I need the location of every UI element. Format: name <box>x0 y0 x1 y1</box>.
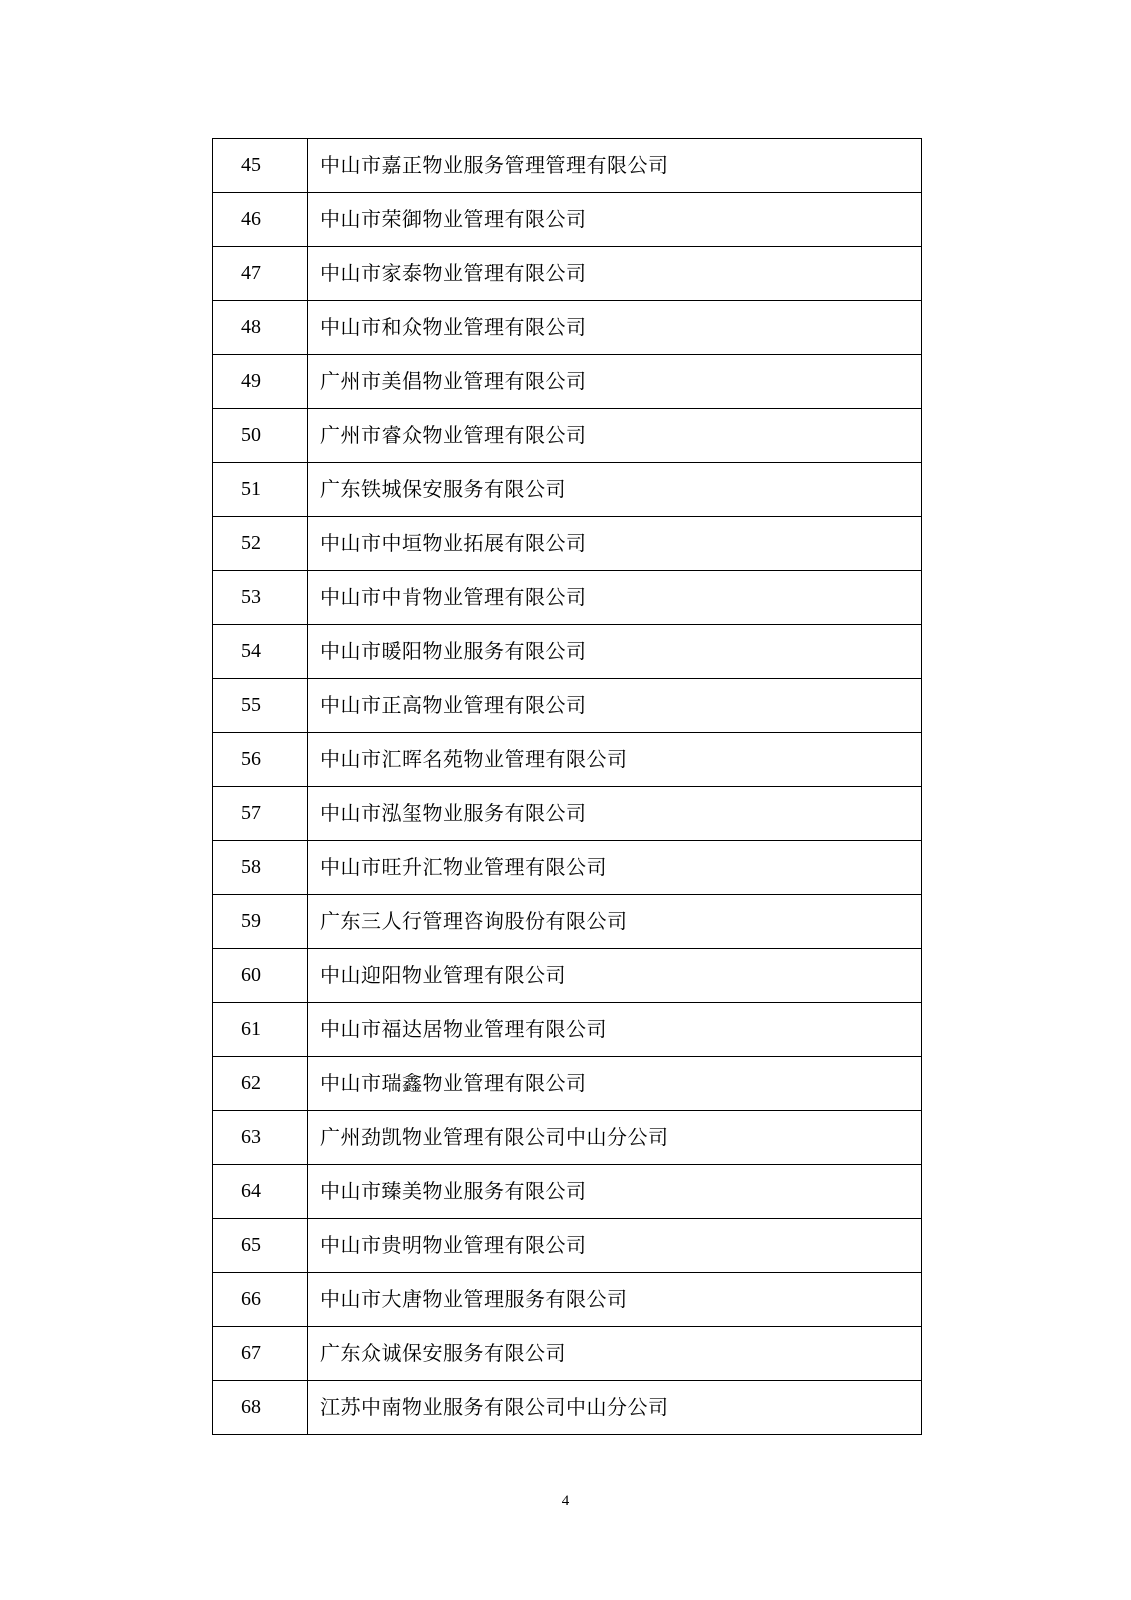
row-number: 63 <box>213 1111 308 1165</box>
table-row <box>213 1165 922 1219</box>
table-row <box>213 1057 922 1111</box>
company-name: 中山市瑞鑫物业管理有限公司 <box>308 1057 922 1111</box>
company-name: 中山市大唐物业管理服务有限公司 <box>308 1273 922 1327</box>
row-number: 53 <box>213 571 308 625</box>
row-number: 48 <box>213 301 308 355</box>
company-name: 中山市家泰物业管理有限公司 <box>308 247 922 301</box>
company-name: 江苏中南物业服务有限公司中山分公司 <box>308 1381 922 1435</box>
row-number: 66 <box>213 1273 308 1327</box>
table-row <box>213 571 922 625</box>
company-name: 广东众诚保安服务有限公司 <box>308 1327 922 1381</box>
row-number: 54 <box>213 625 308 679</box>
table-row <box>213 733 922 787</box>
table-row <box>213 1003 922 1057</box>
table-row <box>213 1327 922 1381</box>
table-row <box>213 301 922 355</box>
page-number: 4 <box>561 1493 570 1509</box>
row-number: 50 <box>213 409 308 463</box>
table-row <box>213 139 922 193</box>
row-number: 65 <box>213 1219 308 1273</box>
table-row <box>213 193 922 247</box>
row-number: 59 <box>213 895 308 949</box>
table-row <box>213 247 922 301</box>
row-number: 56 <box>213 733 308 787</box>
table-row <box>213 895 922 949</box>
row-number: 49 <box>213 355 308 409</box>
company-name: 中山迎阳物业管理有限公司 <box>308 949 922 1003</box>
table-row <box>213 625 922 679</box>
company-name: 广东铁城保安服务有限公司 <box>308 463 922 517</box>
company-name: 中山市臻美物业服务有限公司 <box>308 1165 922 1219</box>
table-row <box>213 1273 922 1327</box>
table-row <box>213 1111 922 1165</box>
row-number: 57 <box>213 787 308 841</box>
row-number: 55 <box>213 679 308 733</box>
company-name: 中山市荣御物业管理有限公司 <box>308 193 922 247</box>
row-number: 58 <box>213 841 308 895</box>
row-number: 47 <box>213 247 308 301</box>
company-name: 中山市泓玺物业服务有限公司 <box>308 787 922 841</box>
company-name: 中山市暖阳物业服务有限公司 <box>308 625 922 679</box>
table-row <box>213 517 922 571</box>
row-number: 67 <box>213 1327 308 1381</box>
company-name: 中山市福达居物业管理有限公司 <box>308 1003 922 1057</box>
table-row <box>213 409 922 463</box>
row-number: 52 <box>213 517 308 571</box>
table-row <box>213 463 922 517</box>
company-name: 广州市美倡物业管理有限公司 <box>308 355 922 409</box>
table-row <box>213 1219 922 1273</box>
company-name: 中山市中肯物业管理有限公司 <box>308 571 922 625</box>
company-name: 中山市汇晖名苑物业管理有限公司 <box>308 733 922 787</box>
row-number: 64 <box>213 1165 308 1219</box>
row-number: 68 <box>213 1381 308 1435</box>
table-row <box>213 787 922 841</box>
row-number: 51 <box>213 463 308 517</box>
company-name: 中山市旺升汇物业管理有限公司 <box>308 841 922 895</box>
company-name: 广东三人行管理咨询股份有限公司 <box>308 895 922 949</box>
company-name: 中山市嘉正物业服务管理管理有限公司 <box>308 139 922 193</box>
company-name: 中山市正高物业管理有限公司 <box>308 679 922 733</box>
row-number: 60 <box>213 949 308 1003</box>
row-number: 46 <box>213 193 308 247</box>
table-row <box>213 1381 922 1435</box>
company-name: 广州劲凯物业管理有限公司中山分公司 <box>308 1111 922 1165</box>
company-name: 中山市贵明物业管理有限公司 <box>308 1219 922 1273</box>
table-row <box>213 679 922 733</box>
company-name: 中山市中垣物业拓展有限公司 <box>308 517 922 571</box>
row-number: 62 <box>213 1057 308 1111</box>
table-row <box>213 949 922 1003</box>
company-list-table <box>212 138 922 1435</box>
row-number: 61 <box>213 1003 308 1057</box>
table-row <box>213 355 922 409</box>
company-name: 中山市和众物业管理有限公司 <box>308 301 922 355</box>
company-name: 广州市睿众物业管理有限公司 <box>308 409 922 463</box>
table-row <box>213 841 922 895</box>
row-number: 45 <box>213 139 308 193</box>
